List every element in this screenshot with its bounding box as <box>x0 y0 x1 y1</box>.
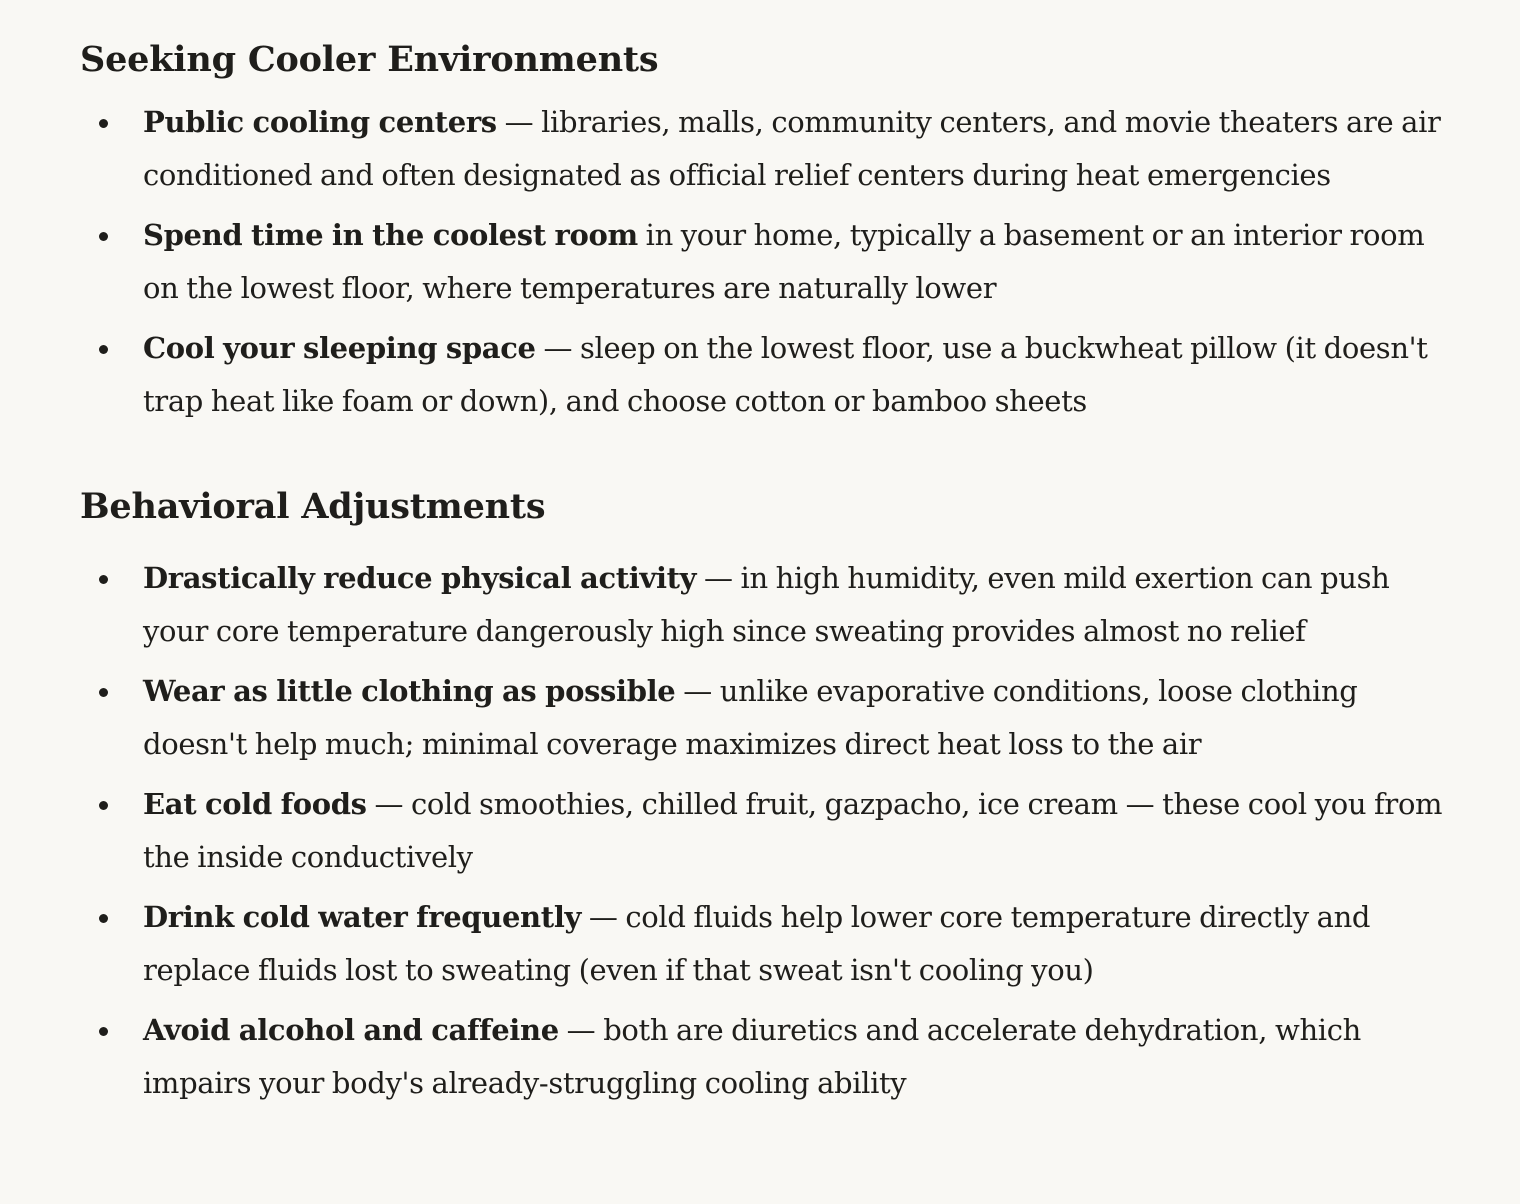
item-lead: Wear as little clothing as possible <box>143 674 676 708</box>
item-text: — both are diuretics and accelerate dehydration, which impairs your body's already-struggling cooling ability <box>143 1013 1361 1100</box>
item-text: — sleep on the lowest floor, use a buckwheat pillow (it doesn't trap heat like foam or down), and choose cotton or bamboo sheets <box>143 331 1428 418</box>
item-text: in your home, typically a basement or an interior room on the lowest floor, where temperatures are naturally lower <box>143 218 1425 305</box>
list-item <box>80 322 1460 428</box>
bullet-list <box>80 96 1460 428</box>
section-heading: Seeking Cooler Environments <box>80 39 659 80</box>
item-lead: Drastically reduce physical activity <box>143 561 697 595</box>
item-lead: Cool your sleeping space <box>143 331 536 365</box>
item-text: — cold fluids help lower core temperature directly and replace fluids lost to sweating (even if that sweat isn't cooling you) <box>143 900 1371 987</box>
bullet-list <box>80 552 1460 1110</box>
section-seeking-cooler-environments <box>80 37 1460 428</box>
item-text: — in high humidity, even mild exertion can push your core temperature dangerously high since sweating provides almost no relief <box>143 561 1390 648</box>
list-item <box>80 552 1460 658</box>
item-text: — cold smoothies, chilled fruit, gazpacho, ice cream — these cool you from the inside conductively <box>143 787 1443 874</box>
section-behavioral-adjustments <box>80 484 1460 1110</box>
item-text: — libraries, malls, community centers, and movie theaters are air conditioned and often designated as official relief centers during heat emergencies <box>143 105 1441 192</box>
item-lead: Avoid alcohol and caffeine <box>143 1013 559 1047</box>
item-lead: Drink cold water frequently <box>143 900 581 934</box>
item-text: — unlike evaporative conditions, loose clothing doesn't help much; minimal coverage maximizes direct heat loss to the air <box>143 674 1358 761</box>
item-lead: Spend time in the coolest room <box>143 218 638 252</box>
list-item <box>80 96 1460 202</box>
section-heading: Behavioral Adjustments <box>80 486 546 527</box>
list-item <box>80 778 1460 884</box>
list-item <box>80 1004 1460 1110</box>
item-lead: Eat cold foods <box>143 787 367 821</box>
list-item <box>80 209 1460 315</box>
item-lead: Public cooling centers <box>143 105 497 139</box>
list-item <box>80 891 1460 997</box>
list-item <box>80 665 1460 771</box>
